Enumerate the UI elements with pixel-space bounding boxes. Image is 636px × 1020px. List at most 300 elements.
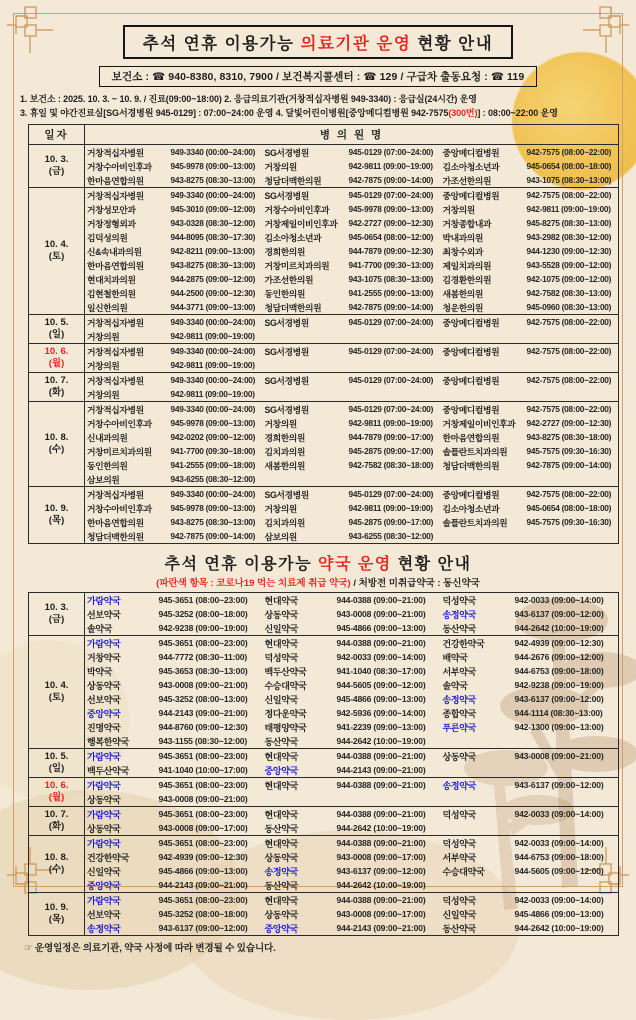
schedule-row [29, 778, 619, 793]
facility-phone-hours: 942-9811 (09:00~19:00) [170, 331, 255, 341]
facility-phone-hours: 945-7575 (09:30~16:30) [526, 446, 612, 456]
facility-name: 김경환한의원 [442, 274, 492, 285]
facility-phone-hours: 949-3340 (00:00~24:00) [169, 188, 263, 203]
facility-name: 가람약국 [85, 893, 157, 908]
facility-name: 청담더맥한의원 [264, 175, 322, 186]
facility-name: SG서경병원 [263, 402, 347, 417]
facility-name: 경희한의원 [264, 432, 305, 443]
text-segment: 추석 연휴 이용가능 [164, 556, 318, 573]
facility-name: 박약국 [87, 666, 113, 677]
facility-name: 거창미르치과의원 [264, 260, 330, 271]
schedule-row [29, 692, 619, 706]
schedule-row [29, 159, 619, 173]
facility-phone-hours [347, 472, 441, 487]
facility-name: 거창종합내과 [442, 218, 492, 229]
facility-phone-hours: 945-3252 (08:00~13:00) [158, 694, 248, 704]
schedule-row [29, 864, 619, 878]
schedule-row [29, 373, 619, 388]
facility-name: 중앙메디컬병원 [441, 344, 525, 359]
facility-phone-hours: 942-0033 (09:00~14:00) [336, 652, 426, 662]
facility-name: 가람약국 [85, 778, 157, 793]
facility-phone-hours: 945-3651 (08:00~23:00) [157, 836, 263, 851]
facility-phone-hours: 943-6137 (09:00~12:00) [158, 923, 248, 933]
facility-phone-hours: 944-0388 (09:00~21:00) [335, 778, 441, 793]
schedule-row [29, 458, 619, 472]
facility-phone-hours: 942-4939 (09:00~12:30) [513, 636, 619, 651]
schedule-row [29, 300, 619, 315]
facility-phone-hours: 945-3252 (08:00~18:00) [158, 909, 248, 919]
facility-name [441, 763, 513, 778]
facility-name: 거창정형외과 [87, 218, 136, 229]
facility-phone-hours [347, 329, 441, 344]
date-cell: 10. 9. (목) [29, 487, 85, 544]
facility-phone-hours: 944-2642 (10:00~19:00) [336, 736, 426, 746]
facility-phone-hours: 942-7575 (08:00~22:00) [525, 402, 619, 417]
facility-phone-hours: 944-2642 (10:00~19:00) [514, 923, 604, 933]
facility-name: 거창의원 [87, 360, 120, 371]
facility-name: 건강한약국 [441, 636, 513, 651]
facility-name: 배약국 [442, 652, 468, 663]
hotline-box: 보건소 : ☎ 940-8380, 8310, 7900 / 보건복지콜센터 : ☎ 129 / 구급차 출동요청 : ☎ 119 [99, 66, 538, 87]
facility-name: 김소아청소년과 [264, 232, 322, 243]
facility-name: 중앙메디컬병원 [441, 315, 525, 330]
facility-name: 청담더맥한의원 [264, 302, 322, 313]
facility-phone-hours: 944-2642 (10:00~19:00) [336, 880, 426, 890]
facility-name: 수승대약국 [442, 866, 485, 877]
facility-phone-hours: 944-8760 (09:00~12:30) [158, 722, 248, 732]
date-cell: 10. 7. (화) [29, 807, 85, 836]
facility-name: 현대약국 [263, 593, 335, 608]
facility-phone-hours: 944-0388 (09:00~21:00) [335, 807, 441, 822]
schedule-row [29, 907, 619, 921]
facility-name [263, 358, 347, 373]
facility-name: 거창의원 [264, 503, 297, 514]
facility-name: 정다운약국 [264, 708, 307, 719]
facility-phone-hours: 943-2982 (08:30~12:00) [526, 232, 612, 242]
facility-phone-hours: 942-9238 (09:00~19:00) [158, 623, 248, 633]
facility-phone-hours: 942-0033 (09:00~14:00) [513, 893, 619, 908]
facility-phone-hours: 945-9978 (09:00~13:00) [170, 161, 256, 171]
facility-phone-hours [513, 821, 619, 836]
facility-phone-hours: 942-7575 (08:00~22:00) [525, 487, 619, 502]
facility-name: 현대약국 [263, 807, 335, 822]
facility-name: 동산약국 [442, 923, 477, 934]
schedule-row [29, 258, 619, 272]
text-segment: 처방전 미취급약국 : 동신약국 [358, 578, 480, 589]
facility-name: 진명약국 [87, 722, 121, 733]
facility-name: 거창수아비인후과 [87, 503, 152, 514]
facility-name [441, 472, 525, 487]
text-segment: 약국 운영 [317, 556, 392, 573]
facility-phone-hours: 945-0960 (08:30~13:00) [526, 302, 612, 312]
facility-name [263, 792, 335, 807]
medical-notes [20, 93, 636, 120]
facility-phone-hours: 944-0388 (09:00~21:00) [335, 593, 441, 608]
facility-phone-hours: 943-6255 (08:30~12:00) [170, 474, 256, 484]
facility-name: 한마음연합의원 [87, 260, 144, 271]
facility-name: 상동약국 [264, 852, 299, 863]
facility-name: 김치과의원 [264, 446, 305, 457]
schedule-row [29, 173, 619, 188]
text-segment: 의료기관 운영 [300, 35, 412, 53]
facility-phone-hours: 943-8275 (08:30~18:00) [526, 432, 612, 442]
facility-name: 서부약국 [442, 852, 477, 863]
date-cell: 10. 6. (월) [29, 778, 85, 807]
facility-phone-hours: 943-8275 (08:30~13:00) [170, 517, 256, 527]
date-cell: 10. 8. (수) [29, 836, 85, 893]
facility-phone-hours: 944-5605 (09:00~12:00) [336, 680, 426, 690]
medical-schedule-table [28, 124, 619, 544]
facility-phone-hours: 945-3651 (08:00~23:00) [157, 893, 263, 908]
facility-name: 솔약국 [442, 680, 468, 691]
facility-phone-hours [513, 734, 619, 749]
facility-name: 현대약국 [263, 893, 335, 908]
facility-phone-hours: 944-1114 (08:30~13:00) [514, 708, 603, 718]
facility-phone-hours: 942-7875 (09:00~14:00) [348, 302, 434, 312]
facility-phone-hours: 942-9811 (09:00~19:00) [348, 503, 433, 513]
facility-phone-hours: 943-0008 (09:00~21:00) [513, 749, 619, 764]
facility-phone-hours: 945-8275 (08:30~13:00) [526, 218, 612, 228]
footer-disclaimer: ☞ 운영일정은 의료기관, 약국 사정에 따라 변경될 수 있습니다. [24, 943, 276, 954]
schedule-row [29, 607, 619, 621]
text-segment: / [350, 578, 359, 589]
facility-phone-hours: 941-1040 (10:00~17:00) [158, 765, 248, 775]
facility-name: 거창의원 [87, 331, 120, 342]
facility-name: 신일약국 [87, 866, 121, 877]
facility-phone-hours: 942-7575 (08:00~22:00) [525, 315, 619, 330]
schedule-row [29, 501, 619, 515]
text-segment: (300번) [448, 107, 478, 118]
schedule-row [29, 344, 619, 359]
facility-phone-hours: 943-0008 (09:00~21:00) [158, 794, 248, 804]
facility-name [263, 472, 347, 487]
facility-name: 푸른약국 [442, 722, 477, 733]
facility-name: 한마음연합의원 [442, 432, 500, 443]
date-cell: 10. 6. (월) [29, 344, 85, 373]
facility-phone-hours: 945-9978 (09:00~13:00) [348, 204, 434, 214]
date-cell: 10. 4. (토) [29, 188, 85, 315]
facility-name: 한마음연합의원 [87, 517, 144, 528]
date-cell: 10. 9. (목) [29, 893, 85, 936]
facility-phone-hours: 942-9811 (09:00~19:00) [170, 389, 255, 399]
facility-name: 중앙약국 [87, 708, 121, 719]
facility-phone-hours: 942-8211 (09:00~13:00) [170, 246, 255, 256]
facility-name: 중앙약국 [264, 923, 299, 934]
facility-name: 선보약국 [87, 909, 121, 920]
schedule-row [29, 706, 619, 720]
facility-name: 가람약국 [85, 749, 157, 764]
schedule-row [29, 593, 619, 608]
facility-phone-hours: 942-7575 (08:00~22:00) [525, 373, 619, 388]
facility-phone-hours: 949-3340 (00:00~24:00) [169, 315, 263, 330]
facility-name: 중앙메디컬병원 [441, 188, 525, 203]
facility-name: 새봄한의원 [442, 288, 483, 299]
facility-name: 태평양약국 [264, 722, 307, 733]
schedule-row [29, 315, 619, 330]
facility-phone-hours [335, 792, 441, 807]
facility-phone-hours: 942-9238 (09:00~19:00) [514, 680, 604, 690]
facility-name: 가람약국 [85, 593, 157, 608]
schedule-row [29, 878, 619, 893]
facility-phone-hours: 943-6137 (09:00~12:00) [513, 778, 619, 793]
facility-name: 건강한약국 [87, 852, 129, 863]
text-segment: (파란색 항목 : 코로나19 먹는 치료제 취급 약국) [156, 578, 351, 589]
facility-name: 거창적십자병원 [85, 487, 169, 502]
facility-name [263, 329, 347, 344]
note-line-2 [20, 107, 636, 121]
facility-name: 거창의원 [442, 204, 475, 215]
schedule-row [29, 650, 619, 664]
schedule-row [29, 792, 619, 807]
facility-phone-hours: 944-7772 (08:30~11:00) [158, 652, 248, 662]
facility-phone-hours [525, 529, 619, 544]
facility-phone-hours: 949-3340 (00:00~24:00) [169, 145, 263, 160]
text-segment: 추석 연휴 이용가능 [142, 35, 301, 53]
facility-phone-hours [525, 358, 619, 373]
facility-name: 신일약국 [442, 909, 477, 920]
facility-name: 송정약국 [441, 778, 513, 793]
schedule-row [29, 529, 619, 544]
facility-phone-hours: 942-1300 (09:00~13:00) [514, 722, 604, 732]
facility-phone-hours: 944-2642 (10:00~19:00) [514, 623, 604, 633]
schedule-row [29, 678, 619, 692]
facility-name [441, 792, 513, 807]
text-segment: 현황 안내 [411, 35, 494, 53]
facility-phone-hours: 941-2555 (09:00~18:00) [170, 460, 256, 470]
facility-name: 제일치과의원 [442, 260, 492, 271]
facility-phone-hours: 943-0328 (08:30~12:00) [170, 218, 256, 228]
text-segment: 현황 안내 [391, 556, 472, 573]
facility-phone-hours: 942-0033 (09:00~14:00) [513, 836, 619, 851]
facility-name: 박내과의원 [442, 232, 483, 243]
facility-name: 거창약국 [87, 652, 121, 663]
facility-phone-hours: 945-4866 (09:00~13:00) [514, 909, 604, 919]
facility-name: 거창적십자병원 [85, 145, 169, 160]
facility-name: 일신한의원 [87, 302, 128, 313]
schedule-row [29, 472, 619, 487]
facility-phone-hours: 945-0654 (08:00~18:00) [526, 503, 612, 513]
facility-phone-hours: 945-0654 (08:00~12:00) [348, 232, 434, 242]
facility-phone-hours: 942-2727 (09:00~12:30) [526, 418, 612, 428]
facility-name: 거창의원 [264, 161, 297, 172]
facility-name: 중앙메디컬병원 [441, 487, 525, 502]
facility-name: 송정약국 [442, 694, 477, 705]
facility-name: 동인한의원 [87, 460, 128, 471]
facility-phone-hours [513, 792, 619, 807]
schedule-row [29, 216, 619, 230]
facility-name: 거창적십자병원 [85, 402, 169, 417]
facility-phone-hours: 943-0008 (09:00~17:00) [336, 909, 426, 919]
schedule-row [29, 387, 619, 402]
facility-name: 거창제일이비인후과 [264, 218, 338, 229]
facility-phone-hours: 945-3651 (08:00~23:00) [157, 778, 263, 793]
date-cell: 10. 5. (일) [29, 315, 85, 344]
facility-name: 거창제일이비인후과 [442, 418, 516, 429]
facility-name: 동산약국 [264, 736, 299, 747]
facility-name: 삼보의원 [264, 531, 297, 542]
facility-name: SG서경병원 [263, 188, 347, 203]
facility-phone-hours: 944-6753 (09:00~18:00) [514, 666, 604, 676]
facility-name: 최창수외과 [442, 246, 483, 257]
facility-name: 현대약국 [263, 778, 335, 793]
facility-name: 김치과의원 [264, 517, 305, 528]
facility-name: 송정약국 [264, 866, 299, 877]
schedule-row [29, 749, 619, 764]
facility-phone-hours: 944-0388 (09:00~21:00) [335, 836, 441, 851]
facility-name: 경희한의원 [264, 246, 305, 257]
facility-name: 청운한의원 [442, 302, 483, 313]
facility-name: 선보약국 [87, 609, 121, 620]
facility-name: 상동약국 [441, 749, 513, 764]
facility-phone-hours: 942-7575 (08:00~22:00) [525, 344, 619, 359]
facility-name: 가람약국 [85, 807, 157, 822]
facility-name: 백두산약국 [87, 765, 129, 776]
facility-phone-hours: 944-0388 (09:00~21:00) [335, 893, 441, 908]
facility-name: 거창적십자병원 [85, 315, 169, 330]
facility-phone-hours: 945-0129 (07:00~24:00) [347, 315, 441, 330]
facility-name: 신일약국 [264, 694, 299, 705]
facility-phone-hours: 945-0129 (07:00~24:00) [347, 188, 441, 203]
medical-table-header [29, 125, 619, 145]
facility-name: 김덕성의원 [87, 232, 128, 243]
facility-phone-hours: 941-7700 (09:30~13:00) [348, 260, 434, 270]
date-cell: 10. 3. (금) [29, 593, 85, 636]
facility-name: 덕성약국 [441, 807, 513, 822]
text-segment: ] : 08:00~22:00 운영 [477, 107, 558, 118]
schedule-row [29, 734, 619, 749]
facility-phone-hours: 949-3340 (00:00~24:00) [169, 373, 263, 388]
facility-phone-hours: 944-2143 (09:00~21:00) [158, 708, 248, 718]
schedule-row [29, 621, 619, 636]
date-cell: 10. 7. (화) [29, 373, 85, 402]
schedule-row [29, 487, 619, 502]
facility-phone-hours: 942-7582 (08:30~13:00) [526, 288, 612, 298]
facility-name: 상동약국 [87, 823, 121, 834]
facility-name: 솔플란트치과의원 [442, 446, 508, 457]
pharmacy-schedule-table [28, 592, 619, 936]
note-line-1 [20, 93, 636, 107]
facility-name: 중앙약국 [87, 880, 121, 891]
facility-name: 청담더맥한의원 [87, 531, 144, 542]
facility-phone-hours: 941-7700 (09:30~18:00) [170, 446, 256, 456]
facility-phone-hours: 943-0008 (09:00~21:00) [336, 609, 426, 619]
facility-phone-hours: 942-0033 (09:00~14:00) [513, 593, 619, 608]
facility-name: 가람약국 [85, 836, 157, 851]
facility-name: 상동약국 [87, 794, 121, 805]
schedule-row [29, 358, 619, 373]
facility-name: 중앙메디컬병원 [441, 145, 525, 160]
facility-name: 솔약국 [87, 623, 113, 634]
header-date: 일자 [29, 125, 85, 145]
facility-phone-hours: 944-8095 (08:30~17:30) [170, 232, 256, 242]
facility-name: 상동약국 [87, 680, 121, 691]
facility-name [441, 821, 513, 836]
schedule-row [29, 836, 619, 851]
facility-name: 종합약국 [442, 708, 477, 719]
date-cell: 10. 4. (토) [29, 636, 85, 749]
facility-phone-hours: 944-5605 (09:00~12:00) [514, 866, 604, 876]
facility-name: 현대약국 [263, 749, 335, 764]
facility-phone-hours: 944-7879 (09:00~12:30) [348, 246, 434, 256]
schedule-row [29, 763, 619, 778]
facility-name [263, 387, 347, 402]
facility-phone-hours: 944-1230 (09:00~12:30) [526, 246, 612, 256]
facility-phone-hours: 943-5528 (09:00~12:00) [526, 260, 612, 270]
facility-name: 거창적십자병원 [85, 188, 169, 203]
facility-name: 거창수아비인후과 [87, 161, 152, 172]
facility-phone-hours [525, 387, 619, 402]
facility-phone-hours: 945-0129 (07:00~24:00) [347, 487, 441, 502]
facility-name [441, 358, 525, 373]
facility-name: 김소아청소년과 [442, 161, 500, 172]
date-cell: 10. 5. (일) [29, 749, 85, 778]
facility-phone-hours: 943-0008 (09:00~21:00) [158, 680, 248, 690]
facility-phone-hours: 942-7875 (09:00~14:00) [526, 460, 612, 470]
facility-name: 거창수아비인후과 [87, 418, 152, 429]
facility-name [441, 329, 525, 344]
facility-phone-hours: 945-2875 (09:00~17:00) [348, 446, 434, 456]
facility-name: 덕성약국 [441, 593, 513, 608]
facility-phone-hours: 942-9811 (09:00~19:00) [348, 161, 433, 171]
schedule-row [29, 720, 619, 734]
facility-name: 가조선한의원 [442, 175, 492, 186]
facility-phone-hours: 941-2555 (09:00~13:00) [348, 288, 434, 298]
schedule-row [29, 444, 619, 458]
schedule-row [29, 850, 619, 864]
facility-name: 청담더맥한의원 [442, 460, 500, 471]
facility-phone-hours: 943-6255 (08:30~12:00) [348, 531, 434, 541]
facility-name: SG서경병원 [263, 344, 347, 359]
facility-name: 선보약국 [87, 694, 121, 705]
facility-name: 거창미르치과의원 [87, 446, 152, 457]
text-segment: 3. 휴일 및 야간진료실[SG서경병원 945-0129] : 07:00~24:00 운영 4. 달빛어린이병원[중앙메디컬병원 942-7575 [20, 107, 449, 118]
facility-phone-hours: 943-6137 (09:00~12:00) [514, 694, 604, 704]
facility-name: 한마음연합의원 [87, 175, 144, 186]
facility-name: 동산약국 [264, 823, 299, 834]
facility-phone-hours: 942-7575 (08:00~22:00) [525, 188, 619, 203]
schedule-row [29, 430, 619, 444]
facility-phone-hours: 941-1040 (08:30~17:00) [336, 666, 426, 676]
schedule-row [29, 188, 619, 203]
facility-phone-hours: 945-4866 (09:00~13:00) [158, 866, 248, 876]
facility-name: 거창의원 [264, 418, 297, 429]
facility-phone-hours: 944-2143 (09:00~21:00) [336, 765, 426, 775]
schedule-row [29, 515, 619, 529]
facility-name: 신일약국 [264, 623, 299, 634]
facility-phone-hours: 943-6137 (09:00~12:00) [514, 609, 604, 619]
facility-phone-hours: 942-2727 (09:00~12:30) [348, 218, 434, 228]
facility-name: SG서경병원 [263, 487, 347, 502]
schedule-row [29, 664, 619, 678]
schedule-row [29, 202, 619, 216]
facility-phone-hours: 943-0008 (09:00~17:00) [336, 852, 426, 862]
facility-phone-hours [513, 878, 619, 893]
facility-phone-hours: 945-3651 (08:00~23:00) [157, 807, 263, 822]
facility-name: 상동약국 [264, 909, 299, 920]
facility-phone-hours: 945-7575 (09:30~16:30) [526, 517, 612, 527]
facility-phone-hours: 944-2500 (09:00~12:30) [170, 288, 256, 298]
facility-name [441, 387, 525, 402]
facility-name: 거창의원 [87, 389, 120, 400]
schedule-row [29, 636, 619, 651]
facility-phone-hours: 942-7875 (09:00~14:00) [170, 531, 256, 541]
schedule-row [29, 329, 619, 344]
facility-phone-hours: 949-3340 (00:00~24:00) [169, 402, 263, 417]
facility-phone-hours: 942-0202 (09:00~12:00) [170, 432, 256, 442]
facility-phone-hours: 945-0654 (08:00~18:00) [526, 161, 612, 171]
facility-phone-hours: 945-3252 (08:00~18:00) [158, 609, 248, 619]
facility-name: 김소아청소년과 [442, 503, 500, 514]
